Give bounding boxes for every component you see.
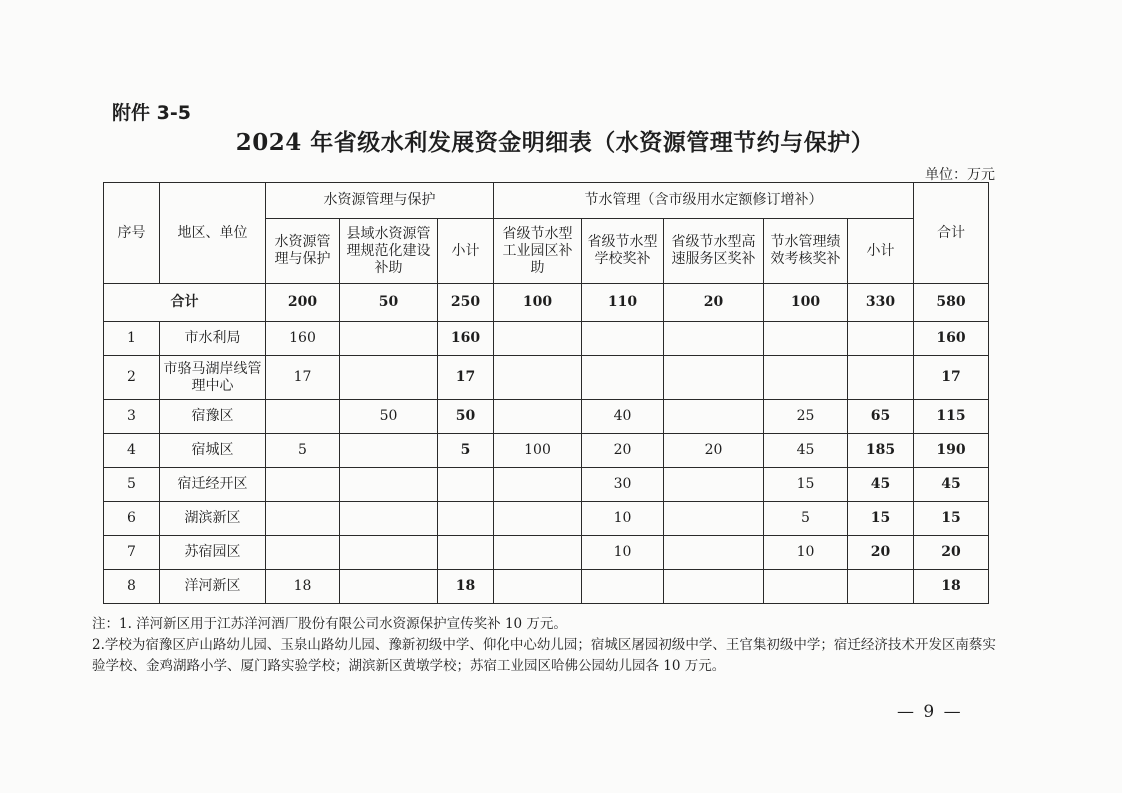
row-cell bbox=[438, 468, 494, 502]
row-region: 宿豫区 bbox=[160, 400, 266, 434]
row-cell: 160 bbox=[438, 322, 494, 356]
row-cell: 15 bbox=[914, 502, 989, 536]
row-region: 宿城区 bbox=[160, 434, 266, 468]
row-cell bbox=[494, 468, 582, 502]
header-c6: 省级节水型高速服务区奖补 bbox=[664, 219, 764, 284]
row-cell: 5 bbox=[266, 434, 340, 468]
row-cell: 50 bbox=[438, 400, 494, 434]
header-c7: 节水管理绩效考核奖补 bbox=[764, 219, 848, 284]
header-c1: 水资源管理与保护 bbox=[266, 219, 340, 284]
row-cell bbox=[664, 356, 764, 400]
row-cell bbox=[494, 322, 582, 356]
total-label: 合计 bbox=[104, 284, 266, 322]
row-cell bbox=[340, 570, 438, 604]
row-cell: 20 bbox=[914, 536, 989, 570]
row-cell bbox=[340, 502, 438, 536]
table-row bbox=[104, 356, 989, 400]
row-cell bbox=[340, 356, 438, 400]
funding-table bbox=[103, 182, 989, 604]
table-row bbox=[104, 322, 989, 356]
row-cell bbox=[664, 322, 764, 356]
total-cell: 100 bbox=[764, 284, 848, 322]
row-region: 洋河新区 bbox=[160, 570, 266, 604]
total-cell: 200 bbox=[266, 284, 340, 322]
table-row bbox=[104, 434, 989, 468]
row-cell: 10 bbox=[582, 502, 664, 536]
document-title: 2024 年省级水利发展资金明细表（水资源管理节约与保护） bbox=[235, 129, 875, 156]
table-row bbox=[104, 468, 989, 502]
row-cell: 18 bbox=[914, 570, 989, 604]
row-cell: 160 bbox=[266, 322, 340, 356]
total-row bbox=[104, 284, 989, 322]
row-cell bbox=[582, 356, 664, 400]
row-cell: 17 bbox=[914, 356, 989, 400]
header-total: 合计 bbox=[914, 183, 989, 284]
header-c8: 小计 bbox=[848, 219, 914, 284]
row-cell bbox=[764, 322, 848, 356]
row-cell bbox=[266, 468, 340, 502]
row-region: 苏宿园区 bbox=[160, 536, 266, 570]
row-cell: 65 bbox=[848, 400, 914, 434]
page-number: — 9 — bbox=[897, 702, 963, 722]
row-cell bbox=[664, 468, 764, 502]
row-cell bbox=[340, 434, 438, 468]
total-cell: 100 bbox=[494, 284, 582, 322]
table-row bbox=[104, 502, 989, 536]
table-row bbox=[104, 536, 989, 570]
row-cell bbox=[582, 570, 664, 604]
row-cell: 5 bbox=[764, 502, 848, 536]
row-cell: 45 bbox=[848, 468, 914, 502]
row-cell bbox=[664, 502, 764, 536]
row-seq: 5 bbox=[104, 468, 160, 502]
row-cell bbox=[764, 356, 848, 400]
row-seq: 6 bbox=[104, 502, 160, 536]
row-cell: 115 bbox=[914, 400, 989, 434]
total-cell: 250 bbox=[438, 284, 494, 322]
row-region: 湖滨新区 bbox=[160, 502, 266, 536]
header-group-water: 水资源管理与保护 bbox=[266, 183, 494, 219]
total-cell: 110 bbox=[582, 284, 664, 322]
attachment-label: 附件 3-5 bbox=[112, 102, 191, 124]
header-region: 地区、单位 bbox=[160, 183, 266, 284]
row-cell bbox=[438, 536, 494, 570]
table-row bbox=[104, 570, 989, 604]
row-cell bbox=[664, 570, 764, 604]
total-cell: 50 bbox=[340, 284, 438, 322]
header-c2: 县域水资源管理规范化建设补助 bbox=[340, 219, 438, 284]
row-cell: 15 bbox=[848, 502, 914, 536]
row-cell bbox=[266, 400, 340, 434]
row-cell bbox=[340, 322, 438, 356]
notes bbox=[92, 614, 998, 677]
row-cell bbox=[494, 356, 582, 400]
row-cell bbox=[340, 536, 438, 570]
row-seq: 7 bbox=[104, 536, 160, 570]
row-cell: 17 bbox=[266, 356, 340, 400]
row-cell: 17 bbox=[438, 356, 494, 400]
header-c5: 省级节水型学校奖补 bbox=[582, 219, 664, 284]
row-seq: 4 bbox=[104, 434, 160, 468]
row-cell: 45 bbox=[914, 468, 989, 502]
row-seq: 2 bbox=[104, 356, 160, 400]
row-cell: 18 bbox=[266, 570, 340, 604]
row-cell bbox=[848, 356, 914, 400]
row-seq: 3 bbox=[104, 400, 160, 434]
row-seq: 1 bbox=[104, 322, 160, 356]
row-cell: 190 bbox=[914, 434, 989, 468]
row-cell bbox=[438, 502, 494, 536]
row-cell bbox=[494, 502, 582, 536]
row-cell: 10 bbox=[764, 536, 848, 570]
row-cell: 160 bbox=[914, 322, 989, 356]
row-cell: 20 bbox=[848, 536, 914, 570]
row-cell: 10 bbox=[582, 536, 664, 570]
row-cell bbox=[266, 536, 340, 570]
row-region: 宿迁经开区 bbox=[160, 468, 266, 502]
row-cell: 25 bbox=[764, 400, 848, 434]
unit-label: 单位：万元 bbox=[925, 167, 995, 183]
row-cell: 20 bbox=[582, 434, 664, 468]
row-cell: 185 bbox=[848, 434, 914, 468]
row-cell bbox=[664, 536, 764, 570]
table-row bbox=[104, 400, 989, 434]
row-cell: 100 bbox=[494, 434, 582, 468]
note-1: 注：1. 洋河新区用于江苏洋河酒厂股份有限公司水资源保护宣传奖补 10 万元。 bbox=[92, 616, 567, 632]
row-cell bbox=[494, 400, 582, 434]
row-cell bbox=[494, 570, 582, 604]
row-cell bbox=[266, 502, 340, 536]
row-cell: 20 bbox=[664, 434, 764, 468]
row-region: 市水利局 bbox=[160, 322, 266, 356]
header-c4: 省级节水型工业园区补助 bbox=[494, 219, 582, 284]
row-cell: 45 bbox=[764, 434, 848, 468]
header-c3: 小计 bbox=[438, 219, 494, 284]
row-cell: 50 bbox=[340, 400, 438, 434]
row-cell bbox=[340, 468, 438, 502]
row-region: 市骆马湖岸线管理中心 bbox=[160, 356, 266, 400]
row-cell bbox=[582, 322, 664, 356]
header-group-save: 节水管理（含市级用水定额修订增补） bbox=[494, 183, 914, 219]
row-cell bbox=[764, 570, 848, 604]
note-2: 2.学校为宿豫区庐山路幼儿园、玉泉山路幼儿园、豫新初级中学、仰化中心幼儿园；宿城区屠园初级中学、王官集初级中学；宿迁经济技术开发区南蔡实验学校、金鸡湖路小学、厦门路实验学校；湖滨新区黄墩学校；苏宿工业园区哈佛公园幼儿园各 10 万元。 bbox=[92, 637, 996, 674]
row-cell bbox=[664, 400, 764, 434]
row-cell: 30 bbox=[582, 468, 664, 502]
header-seq: 序号 bbox=[104, 183, 160, 284]
row-cell bbox=[848, 322, 914, 356]
row-cell bbox=[494, 536, 582, 570]
row-cell: 18 bbox=[438, 570, 494, 604]
row-cell bbox=[848, 570, 914, 604]
total-cell: 580 bbox=[914, 284, 989, 322]
total-cell: 330 bbox=[848, 284, 914, 322]
row-cell: 5 bbox=[438, 434, 494, 468]
row-seq: 8 bbox=[104, 570, 160, 604]
total-cell: 20 bbox=[664, 284, 764, 322]
row-cell: 15 bbox=[764, 468, 848, 502]
row-cell: 40 bbox=[582, 400, 664, 434]
